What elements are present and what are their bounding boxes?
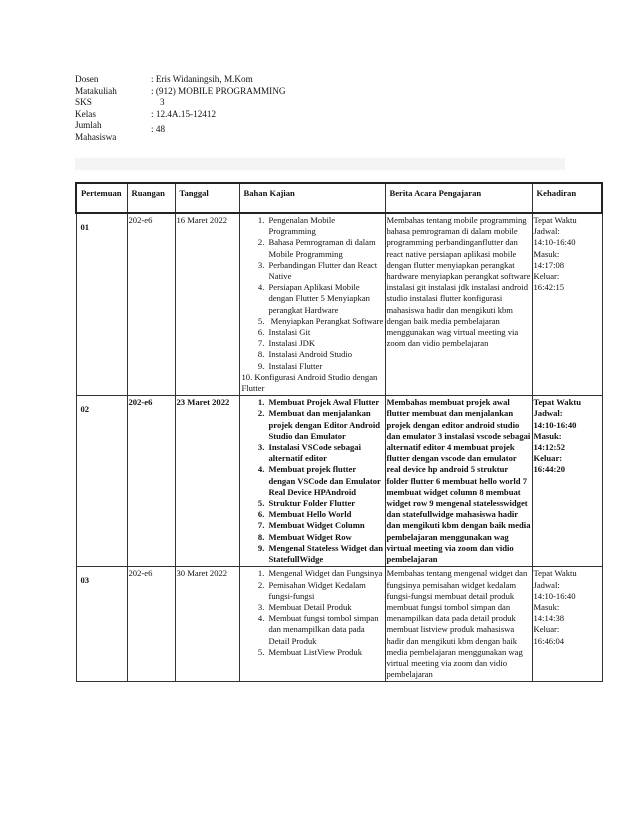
topic-item: 1. Membuat Projek Awal Flutter	[267, 397, 384, 408]
topic-item: 10. Konfigurasi Android Studio dengan Flutter	[241, 371, 378, 394]
date: 30 Maret 2022	[175, 567, 239, 682]
room: 202-e6	[127, 213, 175, 396]
topic-item: 7. Instalasi JDK	[267, 338, 384, 349]
topic-item: 9. Instalasi Flutter	[267, 361, 384, 372]
attendance: Tepat Waktu Jadwal: 14:10-16:40 Masuk: 14:17:08 Keluar: 16:42:15	[532, 213, 602, 396]
separator-band	[75, 158, 565, 170]
room: 202-e6	[127, 396, 175, 567]
topic-item: 1. Pengenalan Mobile Programming	[267, 215, 384, 237]
room: 202-e6	[127, 567, 175, 682]
meeting-number: 02	[76, 396, 127, 567]
topic-item: 6. Membuat Hello World	[267, 509, 384, 520]
topic-item: 8. Membuat Widget Row	[267, 532, 384, 543]
topic-item: 1. Mengenal Widget dan Fungsinya	[267, 568, 384, 579]
topic-item: 2. Pemisahan Widget Kedalam fungsi-fungsi	[267, 580, 384, 602]
topics-list	[241, 397, 384, 565]
topic-item: 4. Membuat projek flutter dengan VSCode dan Emulator Real Device HPAndroid	[267, 464, 384, 498]
info-jumlah: Jumlah Mahasiswa : 48	[75, 120, 166, 142]
topics-cell	[239, 396, 385, 567]
topic-item: 5. Membuat ListView Produk	[267, 647, 384, 658]
topics-list	[241, 215, 384, 394]
meeting-number: 03	[76, 567, 127, 682]
topic-item: 2. Membuat dan menjalankan projek dengan Editor Android Studio dan Emulator	[267, 408, 384, 442]
info-sks: SKS 3	[75, 97, 165, 108]
topics-cell	[239, 213, 385, 396]
berita-acara: Membahas tentang mengenal widget dan fungsinya pemisahan widget kedalam fungsi-fungsi membuat detail produk membuat fungsi tombol simpan dan menampilkan data pada detail produk membuat listview produk mahasiswa hadir dan mengikuti kbm dengan baik media pembelajaran menggunakan wag virtual meeting via zoom dan vidio pembelajaran	[385, 567, 532, 682]
berita-acara: Membahas tentang mobile programming bahasa pemrograman di dalam mobile programming perbandinganflutter dan react native persiapan aplikasi mobile dengan flutter menyiapkan perangkat hardware menyiapkan perangkat software instalasi git instalasi jdk instalasi android studio instalasi flutter konfigurasi mahasiswa hadir dan mengikuti kbm dengan baik media pembelajaran menggunakan wag virtual meeting via zoom dan vidio pembelajaran	[385, 213, 532, 396]
meeting-number: 01	[76, 213, 127, 396]
attendance: Tepat Waktu Jadwal: 14:10-16:40 Masuk: 14:14:38 Keluar: 16:46:04	[532, 567, 602, 682]
topics-cell	[239, 567, 385, 682]
table-row	[76, 213, 602, 396]
topic-item: 9. Mengenal Stateless Widget dan StatefullWidge	[267, 543, 384, 565]
info-matakuliah: Matakuliah : (912) MOBILE PROGRAMMING	[75, 85, 286, 96]
course-info	[75, 74, 286, 144]
berita-acara: Membahas membuat projek awal flutter membuat dan menjalankan projek dengan editor android studio dan emulator 3 instalasi vscode sebagai alternatif editor 4 membuat projek flutter dengan vscode dan emulator real device hp android 5 struktur folder flutter 6 membuat hello world 7 membuat widget column 8 membuat widget row 9 mengenal statelesswidget dan statefullwidge mahasiswa hadir dan mengikuti kbm dengan baik media pembelajaran menggunakan wag virtual meeting via zoom dan vidio pembelajaran	[385, 396, 532, 567]
topic-item: 7. Membuat Widget Column	[267, 520, 384, 531]
header-kehadiran: Kehadiran	[532, 183, 602, 213]
attendance: Tepat Waktu Jadwal: 14:10-16:40 Masuk: 14:12:52 Keluar: 16:44:20	[532, 396, 602, 567]
topic-item: 4. Membuat fungsi tombol simpan dan menampilkan data pada Detail Produk	[267, 613, 384, 647]
topic-item: 2. Bahasa Pemrograman di dalam Mobile Programming	[267, 237, 384, 259]
topic-item: 5. Menyiapkan Perangkat Software	[267, 316, 384, 327]
header-bahan-kajian: Bahan Kajian	[239, 183, 385, 213]
table-row	[76, 567, 602, 682]
topic-item: 5. Struktur Folder Flutter	[267, 498, 384, 509]
header-ruangan: Ruangan	[127, 183, 175, 213]
info-kelas: Kelas : 12.4A.15-12412	[75, 108, 217, 119]
info-dosen: Dosen : Eris Widaningsih, M.Kom	[75, 74, 253, 84]
topic-item: 8. Instalasi Android Studio	[267, 349, 384, 360]
table-header-row	[76, 183, 602, 213]
topic-item: 3. Membuat Detail Produk	[267, 602, 384, 613]
header-tanggal: Tanggal	[175, 183, 239, 213]
topics-list	[241, 568, 384, 658]
schedule-table	[75, 182, 603, 682]
topic-item: 6. Instalasi Git	[267, 327, 384, 338]
table-row	[76, 396, 602, 567]
header-berita-acara: Berita Acara Pengajaran	[385, 183, 532, 213]
topic-item: 3. Instalasi VSCode sebagai alternatif editor	[267, 442, 384, 464]
date: 23 Maret 2022	[175, 396, 239, 567]
date: 16 Maret 2022	[175, 213, 239, 396]
topic-item: 4. Persiapan Aplikasi Mobile dengan Flutter 5 Menyiapkan perangkat Hardware	[267, 282, 384, 316]
header-pertemuan: Pertemuan	[76, 183, 127, 213]
topic-item: 3. Perbandingan Flutter dan React Native	[267, 260, 384, 282]
